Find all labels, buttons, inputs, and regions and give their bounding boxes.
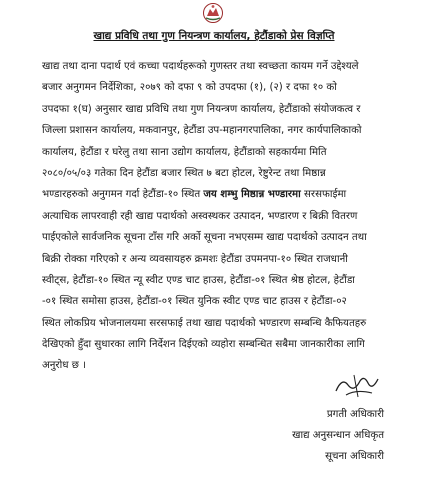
- page-title: खाद्य प्रविधि तथा गुण नियन्त्रण कार्यालय, हेटौंडाको प्रेस विज्ञप्ति: [93, 30, 335, 42]
- body-line: कार्यालय, हेटौंडा र घरेलु तथा साना उद्योग कार्यालय, हेटौंडाको सहकार्यमा मिति: [42, 146, 327, 158]
- body-line: उपदफा १(घ) अनुसार खाद्य प्रविधि तथा गुण नियन्त्रण कार्यालय, हेटौंडाको संयोजकत्व र: [42, 103, 361, 115]
- body-line-start: भण्डारहरुको अनुगमन गर्दा हेटौंडा-१० स्थित: [42, 189, 204, 201]
- body-line: देखिएको हुँदा सुधारका लागि निर्देशन दिईएको व्यहोरा सम्बन्धित सबैमा जानकारीका लागि: [42, 339, 365, 351]
- body-line: बिक्री रोक्का गरिएको र अन्य व्यवसायहरु क्रमशः हेटौंडा उपमनपा-१० स्थित राजधानी: [42, 253, 348, 265]
- signature-block: [292, 404, 384, 467]
- handwritten-signature-icon: [332, 371, 384, 401]
- body-line-tail: सरसफाईमा: [300, 189, 347, 201]
- officer-role: सूचना अधिकारी: [325, 451, 384, 462]
- body-line: -०१ स्थित समोसा हाउस, हेटौंडा-०१ स्थित युनिक स्वीट एण्ड चाट हाउस र हेटौंडा-०२: [42, 296, 347, 308]
- officer-name: प्रगती अधिकारी: [326, 409, 384, 420]
- body-line: बजार अनुगमन निर्देशिका, २०७९ को दफा ९ को उपदफा (१), (२) र दफा १० को: [42, 82, 337, 94]
- body-line: खाद्य तथा दाना पदार्थ एवं कच्चा पदार्थहरूको गुणस्तर तथा स्वच्छता कायम गर्ने उद्देश्यले: [42, 61, 359, 72]
- body-line: स्थित लोकप्रिय भोजनालयमा सरसफाई तथा खाद्य पदार्थको भण्डारण सम्बन्धि कैफियतहरु: [42, 317, 367, 329]
- press-release-body: [42, 56, 422, 377]
- nepal-emblem-icon: [201, 2, 225, 24]
- body-line: जिल्ला प्रशासन कार्यालय, मकवानपुर, हेटौंडा उप-महानगरपालिका, नगर कार्यपालिकाको: [42, 125, 362, 137]
- body-line: स्वीट्स, हेटौंडा-१० स्थित न्यू स्वीट एण्ड चाट हाउस, हेटौंडा-०१ स्थित श्रेष्ठ होटल, हेटौंडा: [42, 274, 355, 286]
- body-line: २०८०/०५/०३ गतेका दिन हेटौंडा बजार स्थित ७ बटा होटल, रेष्टुरेन्ट तथा मिष्ठान्न: [42, 167, 326, 179]
- body-line-with-highlight: [42, 184, 422, 205]
- body-line: अनुरोध छ ।: [42, 360, 86, 372]
- body-line: अत्याधिक लापरवाही रही खाद्य पदार्थको अस्वस्थकर उत्पादन, भण्डारण र बिक्री वितरण: [42, 210, 358, 222]
- body-line: पाईएकोले सार्वजनिक सूचना टाँस गरि अर्को सूचना नभएसम्म खाद्य पदार्थको उत्पादन तथा: [42, 232, 367, 244]
- officer-designation: खाद्य अनुसन्धान अधिकृत: [292, 430, 384, 441]
- highlighted-business-name: जय शम्भु मिष्ठान्न भण्डारमा: [203, 189, 301, 201]
